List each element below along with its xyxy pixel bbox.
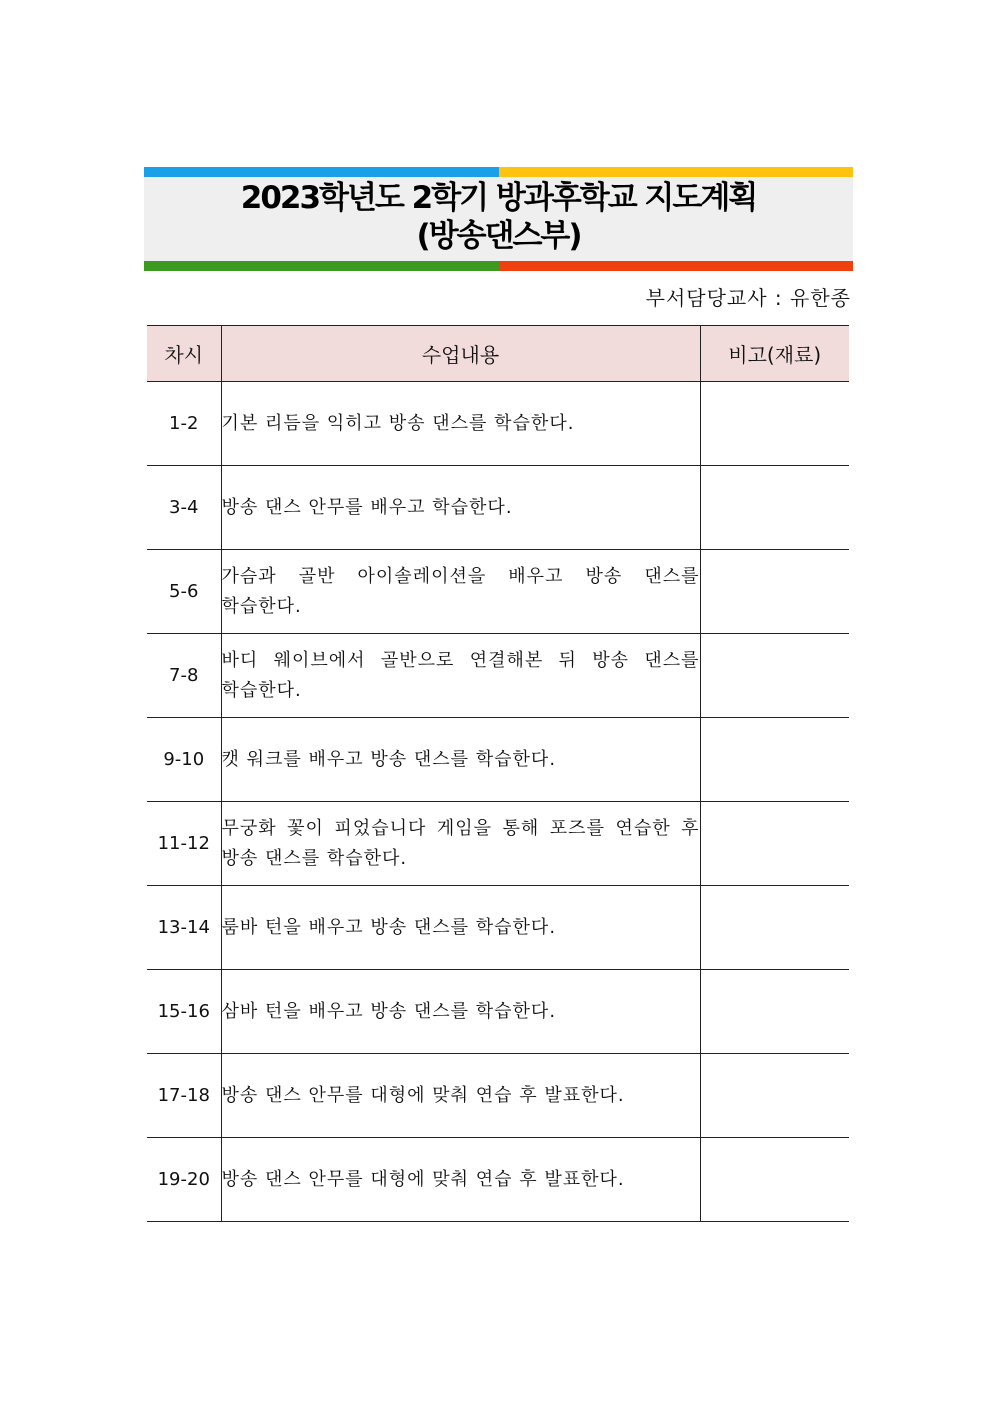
header-period: 차시 xyxy=(147,326,221,382)
content-cell: 삼바 턴을 배우고 방송 댄스를 학습한다. xyxy=(221,970,700,1054)
banner-bar-top-left xyxy=(144,167,499,177)
content-cell: 방송 댄스 안무를 배우고 학습한다. xyxy=(221,466,700,550)
period-cell: 11-12 xyxy=(147,802,221,886)
table-row xyxy=(147,634,849,718)
banner-bar-bottom-right xyxy=(499,261,853,271)
note-cell xyxy=(700,802,849,886)
period-cell: 13-14 xyxy=(147,886,221,970)
table-row xyxy=(147,466,849,550)
banner-bar-top-right xyxy=(499,167,853,177)
table-row xyxy=(147,1054,849,1138)
period-cell: 17-18 xyxy=(147,1054,221,1138)
note-cell xyxy=(700,970,849,1054)
period-cell: 7-8 xyxy=(147,634,221,718)
period-cell: 1-2 xyxy=(147,382,221,466)
content-cell: 무궁화 꽃이 피었습니다 게임을 통해 포즈를 연습한 후 방송 댄스를 학습한다. xyxy=(221,802,700,886)
note-cell xyxy=(700,466,849,550)
title-banner xyxy=(144,167,853,271)
note-cell xyxy=(700,1138,849,1222)
table-row xyxy=(147,802,849,886)
period-cell: 19-20 xyxy=(147,1138,221,1222)
note-cell xyxy=(700,382,849,466)
content-cell: 기본 리듬을 익히고 방송 댄스를 학습한다. xyxy=(221,382,700,466)
content-cell: 바디 웨이브에서 골반으로 연결해본 뒤 방송 댄스를 학습한다. xyxy=(221,634,700,718)
period-cell: 5-6 xyxy=(147,550,221,634)
period-cell: 9-10 xyxy=(147,718,221,802)
document-title xyxy=(144,179,853,255)
content-cell: 방송 댄스 안무를 대형에 맞춰 연습 후 발표한다. xyxy=(221,1054,700,1138)
header-content: 수업내용 xyxy=(221,326,700,382)
table-row xyxy=(147,718,849,802)
table-header-row xyxy=(147,326,849,382)
content-cell: 방송 댄스 안무를 대형에 맞춰 연습 후 발표한다. xyxy=(221,1138,700,1222)
content-cell: 캣 워크를 배우고 방송 댄스를 학습한다. xyxy=(221,718,700,802)
table-row xyxy=(147,1138,849,1222)
title-line-2: (방송댄스부) xyxy=(416,218,581,254)
teacher-in-charge: 부서담당교사 : 유한종 xyxy=(645,286,851,310)
period-cell: 15-16 xyxy=(147,970,221,1054)
title-line-1: 2023학년도 2학기 방과후학교 지도계획 xyxy=(240,180,757,216)
banner-bar-bottom-left xyxy=(144,261,499,271)
table-row xyxy=(147,886,849,970)
table-row xyxy=(147,382,849,466)
lesson-plan-table xyxy=(147,325,849,1222)
period-cell: 3-4 xyxy=(147,466,221,550)
note-cell xyxy=(700,1054,849,1138)
content-cell: 가슴과 골반 아이솔레이션을 배우고 방송 댄스를 학습한다. xyxy=(221,550,700,634)
note-cell xyxy=(700,886,849,970)
note-cell xyxy=(700,634,849,718)
note-cell xyxy=(700,550,849,634)
table-row xyxy=(147,550,849,634)
note-cell xyxy=(700,718,849,802)
table-row xyxy=(147,970,849,1054)
header-note: 비고(재료) xyxy=(700,326,849,382)
content-cell: 룸바 턴을 배우고 방송 댄스를 학습한다. xyxy=(221,886,700,970)
